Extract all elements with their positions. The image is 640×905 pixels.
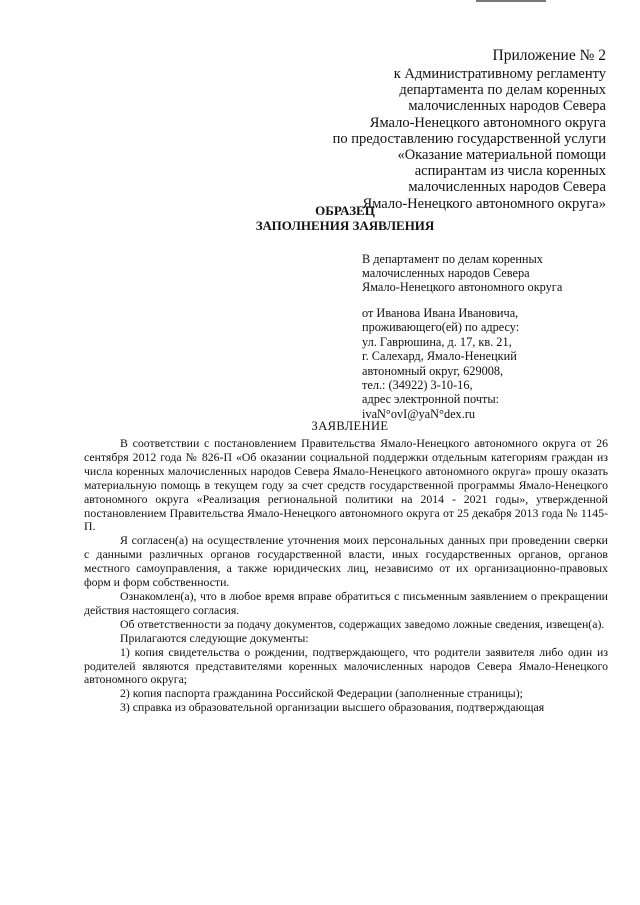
addressee-block <box>362 252 612 294</box>
applicant-block <box>362 306 612 421</box>
appendix-line: департамента по делам коренных <box>399 82 606 99</box>
scan-mark <box>476 0 546 2</box>
applicant-line: тел.: (34922) 3-10-16, <box>362 378 473 393</box>
applicant-email: ivaN°ovI@yaN°dex.ru <box>362 406 476 421</box>
paragraph-attachments-intro: Прилагаются следующие документы: <box>120 630 309 645</box>
sample-title-line: ЗАПОЛНЕНИЯ ЗАЯВЛЕНИЯ <box>255 218 435 233</box>
addressee-line: малочисленных народов Севера <box>362 266 530 280</box>
appendix-line: малочисленных народов Севера <box>408 98 606 115</box>
appendix-line: малочисленных народов Севера <box>408 179 606 196</box>
applicant-line: г. Салехард, Ямало-Ненецкий <box>362 349 517 364</box>
attachment-item: 2) копия паспорта гражданина Российской Федерации (заполненные страницы); <box>120 686 523 701</box>
paragraph-acknowledgement: Ознакомлен(а), что в любое время вправе обратиться с письменным заявлением о прекращении действия настоящего согласия. <box>84 588 608 617</box>
appendix-line: по предоставлению государственной услуги <box>332 130 606 147</box>
applicant-line: ул. Гаврюшина, д. 17, кв. 21, <box>362 334 512 349</box>
addressee-line: Ямало-Ненецкого автономного округа <box>362 280 563 294</box>
appendix-note <box>296 46 606 212</box>
applicant-line: проживающего(ей) по адресу: <box>362 320 520 335</box>
sample-title-line: ОБРАЗЕЦ <box>315 203 375 218</box>
sample-title <box>250 203 440 233</box>
paragraph-responsibility: Об ответственности за подачу документов, содержащих заведомо ложные сведения, извещен(а). <box>120 616 605 631</box>
appendix-line: аспирантам из числа коренных <box>414 163 606 180</box>
applicant-line: адрес электронной почты: <box>362 392 500 407</box>
appendix-line: Ямало-Ненецкого автономного округа» <box>362 195 606 212</box>
attachment-item: 1) копия свидетельства о рождении, подтверждающего, что родители заявителя либо один из родителей являются представителями коренных малочисленных народов Севера Ямало-Ненецкого автономного округа; <box>84 644 608 687</box>
attachment-item: 3) справка из образовательной организации высшего образования, подтверждающая <box>120 700 545 715</box>
paragraph-consent: Я согласен(а) на осуществление уточнения моих персональных данных при проведении сверки с данными различных органов государственной власти, иных государственных органов, органов местного самоуправления, а также юридических лиц, независимо от их организационно-правовых форм и форм собственности. <box>84 533 608 590</box>
appendix-line: Ямало-Ненецкого автономного округа <box>369 114 606 131</box>
appendix-line: «Оказание материальной помощи <box>397 147 606 164</box>
addressee-line: В департамент по делам коренных <box>362 252 543 266</box>
appendix-line: Приложение № 2 <box>492 47 606 64</box>
appendix-line: к Административному регламенту <box>393 66 606 82</box>
applicant-line: от Иванова Ивана Ивановича, <box>362 306 519 320</box>
document-body <box>84 437 608 715</box>
document-heading: ЗАЯВЛЕНИЕ <box>311 419 389 433</box>
paragraph-request: В соответствии с постановлением Правительства Ямало-Ненецкого автономного округа от 26 сентября 2012 года № 826-П «Об оказании социальной поддержки отдельным категориям граждан из числа коренных малочисленных народов Севера Ямало-Ненецкого автономного округа» прошу оказать материальную помощь в текущем году за счет средств государственной программы Ямало-Ненецкого автономного округа «Реализация региональной политики на 2014 - 2021 годы», утвержденной постановлением Правительства Ямало-Ненецкого автономного округа от 25 декабря 2013 года № 1145-П. <box>84 436 608 534</box>
applicant-line: автономный округ, 629008, <box>362 363 504 378</box>
